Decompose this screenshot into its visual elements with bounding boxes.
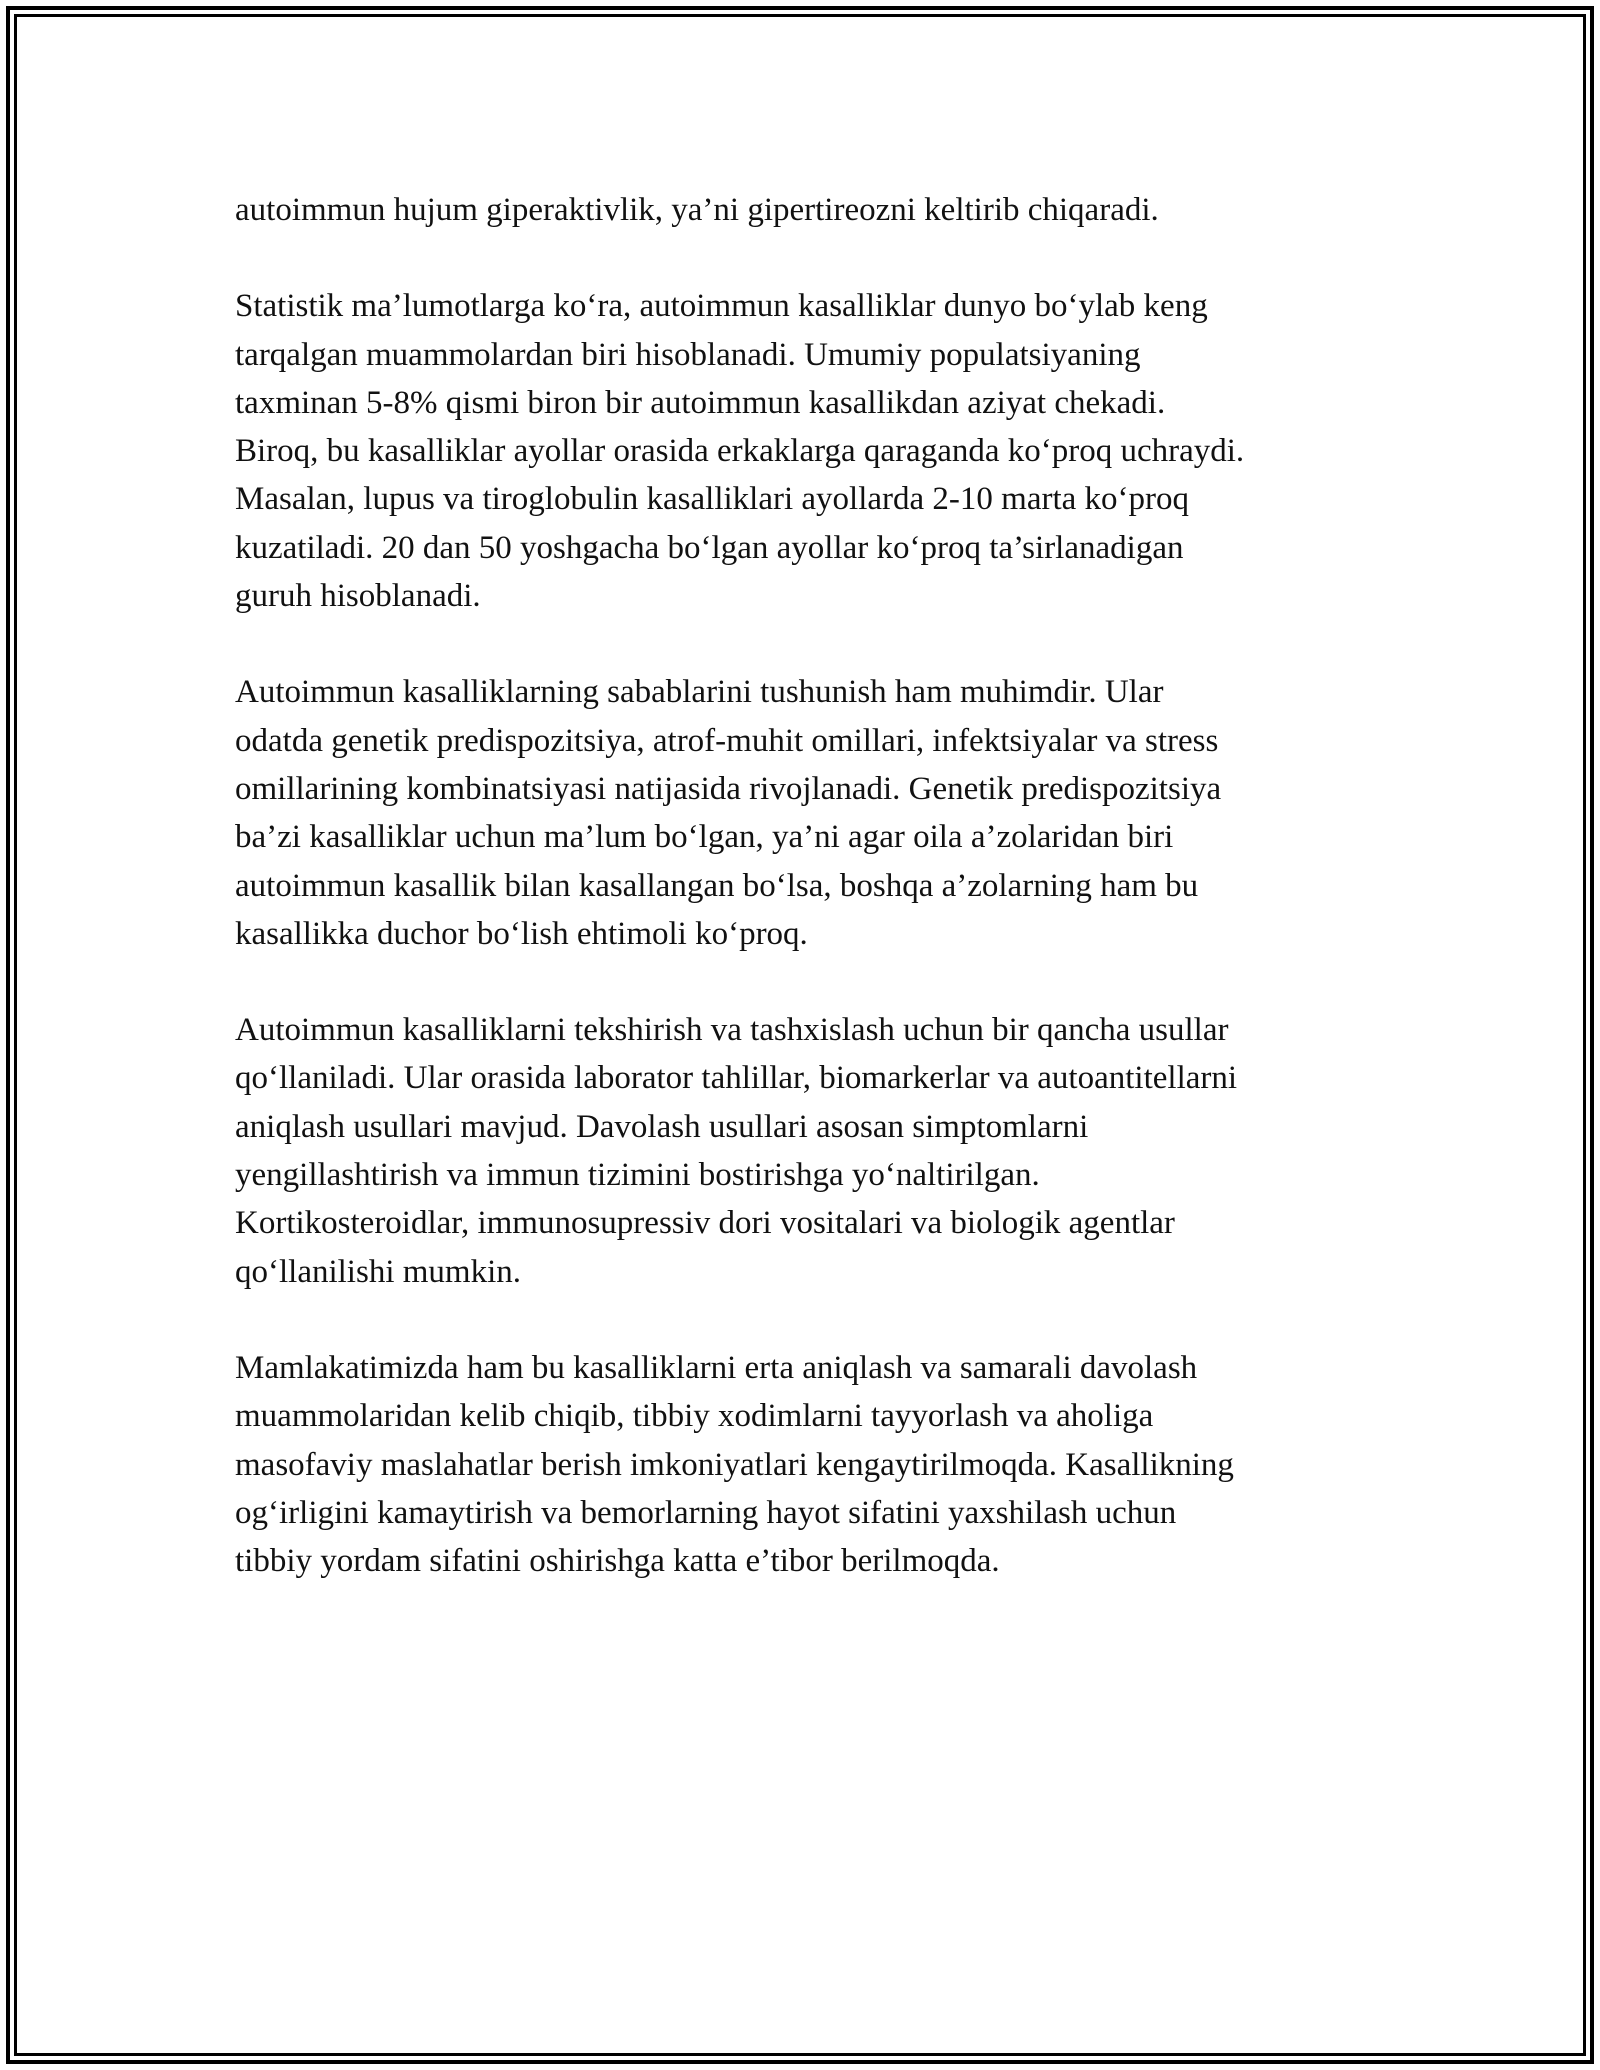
text-line: Masalan, lupus va tiroglobulin kasalliklari ayollarda 2-10 marta ko‘proq: [235, 481, 1190, 518]
text-line: Biroq, bu kasalliklar ayollar orasida erkaklarga qaraganda ko‘proq uchraydi.: [235, 433, 1245, 470]
text-line: Autoimmun kasalliklarning sabablarini tushunish ham muhimdir. Ular: [235, 674, 1164, 711]
text-line: guruh hisoblanadi.: [235, 578, 481, 615]
paragraph: [235, 1344, 1385, 1585]
text-line: aniqlash usullari mavjud. Davolash usullari asosan simptomlarni: [235, 1108, 1089, 1145]
text-line: odatda genetik predispozitsiya, atrof-muhit omillari, infektsiyalar va stress: [235, 722, 1219, 759]
text-line: ba’zi kasalliklar uchun ma’lum bo‘lgan, ya’ni agar oila a’zolaridan biri: [235, 819, 1174, 856]
text-line: Autoimmun kasalliklarni tekshirish va tashxislash uchun bir qancha usullar: [235, 1012, 1229, 1049]
paragraph: [235, 186, 1385, 234]
text-line: masofaviy maslahatlar berish imkoniyatlari kengaytirilmoqda. Kasallikning: [235, 1446, 1234, 1483]
document-body: [235, 186, 1385, 1633]
text-line: autoimmun hujum giperaktivlik, ya’ni gipertireozni keltirib chiqaradi.: [235, 192, 1159, 228]
text-line: autoimmun kasallik bilan kasallangan bo‘lsa, boshqa a’zolarning ham bu: [235, 867, 1199, 904]
text-line: tarqalgan muammolardan biri hisoblanadi. Umumiy populatsiyaning: [235, 336, 1141, 373]
text-line: muammolaridan kelib chiqib, tibbiy xodimlarni tayyorlash va aholiga: [235, 1398, 1154, 1435]
text-line: Kortikosteroidlar, immunosupressiv dori vositalari va biologik agentlar: [235, 1205, 1175, 1242]
text-line: tibbiy yordam sifatini oshirishga katta e’tibor berilmoqda.: [235, 1543, 1000, 1580]
text-line: omillarining kombinatsiyasi natijasida rivojlanadi. Genetik predispozitsiya: [235, 770, 1222, 807]
text-line: og‘irligini kamaytirish va bemorlarning hayot sifatini yaxshilash uchun: [235, 1494, 1177, 1531]
paragraph: [235, 668, 1385, 958]
text-line: yengillashtirish va immun tizimini bostirishga yo‘naltirilgan.: [235, 1157, 1040, 1194]
text-line: Statistik ma’lumotlarga ko‘ra, autoimmun kasalliklar dunyo bo‘ylab keng: [235, 288, 1208, 325]
text-line: Mamlakatimizda ham bu kasalliklarni erta aniqlash va samarali davolash: [235, 1349, 1198, 1386]
text-line: kasallikka duchor bo‘lish ehtimoli ko‘proq.: [235, 915, 808, 952]
paragraph: [235, 282, 1385, 620]
text-line: qo‘llaniladi. Ular orasida laborator tahlillar, biomarkerlar va autoantitellarni: [235, 1060, 1238, 1097]
text-line: qo‘llanilishi mumkin.: [235, 1253, 521, 1290]
text-line: taxminan 5-8% qismi biron bir autoimmun kasallikdan aziyat chekadi.: [235, 384, 1166, 421]
text-line: kuzatiladi. 20 dan 50 yoshgacha bo‘lgan ayollar ko‘proq ta’sirlanadigan: [235, 529, 1184, 566]
paragraph: [235, 1006, 1385, 1296]
